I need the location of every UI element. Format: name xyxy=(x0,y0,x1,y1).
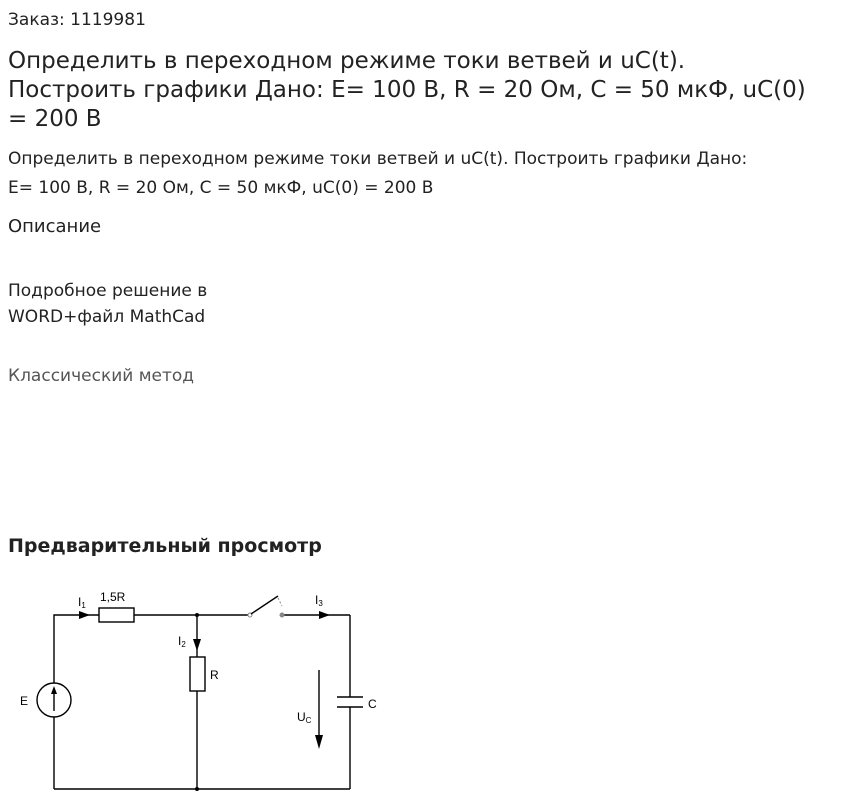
label-resistor-r: R xyxy=(210,668,219,682)
label-i1: I1 xyxy=(78,595,86,610)
task-summary xyxy=(8,145,843,203)
label-resistor-1-5r: 1,5R xyxy=(100,590,126,604)
circuit-diagram xyxy=(0,575,400,805)
description-heading: Описание xyxy=(8,216,102,237)
method-text: Классический метод xyxy=(8,366,195,386)
summary-line-1: Определить в переходном режиме токи ветвей и uC(t). Построить графики Дано: xyxy=(8,149,748,169)
label-i2: I2 xyxy=(178,634,186,649)
voltage-source-icon xyxy=(37,683,71,717)
summary-line-2: E= 100 В, R = 20 Ом, C = 50 мкФ, uC(0) = 200 В xyxy=(8,178,434,198)
resistor-1-5r xyxy=(99,608,134,622)
switch xyxy=(248,596,284,617)
order-number: Заказ: 1119981 xyxy=(8,10,146,30)
label-source-e: E xyxy=(20,694,29,708)
junction-bottom xyxy=(195,787,199,791)
label-uc: UC xyxy=(297,710,312,725)
circuit-wires xyxy=(54,615,350,789)
wire-left-top xyxy=(54,615,99,683)
description-line-1: Подробное решение в xyxy=(8,281,208,301)
page-title: Определить в переходном режиме токи ветвей и uC(t). Построить графики Дано: E= 100 В, R = 20 Ом, C = 50 мкФ, uC(0) = 200 В xyxy=(8,48,806,132)
description-line-2: WORD+файл MathCad xyxy=(8,307,206,327)
label-capacitor-c: C xyxy=(368,697,377,711)
description-text xyxy=(8,278,268,330)
label-i3: I3 xyxy=(315,593,323,608)
preview-heading: Предварительный просмотр xyxy=(8,535,322,557)
junction-top xyxy=(195,613,199,617)
current-i1-arrow-icon xyxy=(79,611,90,619)
voltage-uc-arrow-icon xyxy=(315,670,323,749)
current-i2-arrow-icon xyxy=(193,639,201,651)
resistor-r xyxy=(190,657,205,691)
capacitor xyxy=(337,697,363,707)
current-i3-arrow-icon xyxy=(319,611,330,619)
